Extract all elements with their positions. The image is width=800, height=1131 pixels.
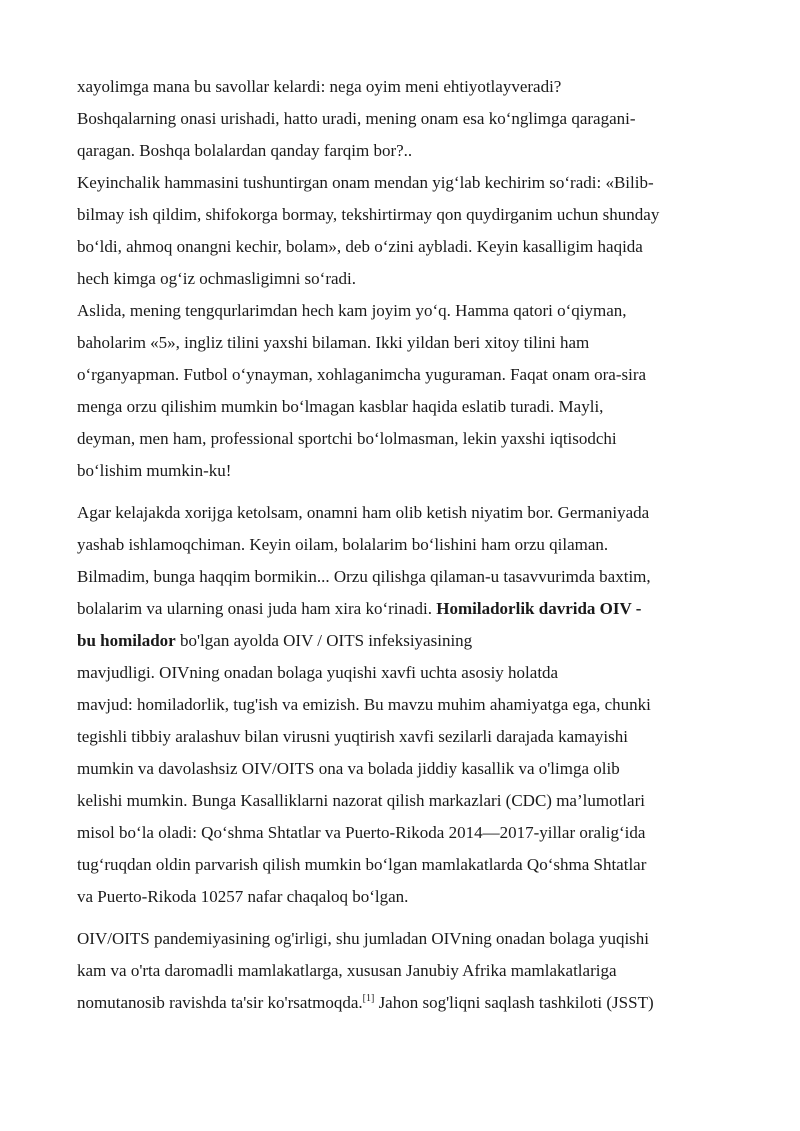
text-line: tug‘ruqdan oldin parvarish qilish mumkin bo‘lgan mamlakatlarda Qo‘shma Shtatlar [77,855,647,874]
text-run: bolalarim va ularning onasi juda ham xira ko‘rinadi. [77,599,437,618]
text-line: bo‘lishim mumkin-ku! [77,461,232,480]
text-line: xayolimga mana bu savollar kelardi: nega oyim meni ehtiyotlayveradi? [77,77,562,96]
text-line: Aslida, mening tengqurlarimdan hech kam joyim yo‘q. Hamma qatori o‘qiyman, [77,301,627,320]
text-line: o‘rganyapman. Futbol o‘ynayman, xohlaganimcha yuguraman. Faqat onam ora-sira [77,365,647,384]
text-line: Boshqalarning onasi urishadi, hatto uradi, mening onam esa ko‘nglimga qaragani- [77,109,636,128]
text-line: menga orzu qilishim mumkin bo‘lmagan kasblar haqida eslatib turadi. Mayli, [77,397,604,416]
text-run: nomutanosib ravishda ta'sir ko'rsatmoqda. [77,993,363,1012]
paragraph-pandemic [77,923,727,1019]
text-line: Keyinchalik hammasini tushuntirgan onam mendan yig‘lab kechirim so‘radi: «Bilib- [77,173,654,192]
document-page [77,71,727,1019]
text-line: misol bo‘la oladi: Qo‘shma Shtatlar va Puerto-Rikoda 2014—2017-yillar oralig‘ida [77,823,646,842]
paragraph-gap [77,913,727,923]
text-run: Jahon sog'liqni saqlash tashkiloti (JSST) [374,993,654,1012]
text-line: baholarim «5», ingliz tilini yaxshi bilaman. Ikki yildan beri xitoy tilini ham [77,333,590,352]
text-line: bo‘ldi, ahmoq onangni kechir, bolam», deb o‘zini aybladi. Keyin kasalligim haqida [77,237,643,256]
paragraph-memoir-2 [77,497,727,913]
text-run: bo'lgan ayolda OIV / OITS infeksiyasining [175,631,473,650]
bold-term: Homiladorlik davrida OIV - [436,599,642,618]
text-line: mavjudligi. OIVning onadan bolaga yuqishi xavfi uchta asosiy holatda [77,663,559,682]
text-line: qaragan. Boshqa bolalardan qanday farqim bor?.. [77,141,413,160]
text-line: bilmay ish qildim, shifokorga bormay, tekshirtirmay qon quydirganim uchun shunday [77,205,660,224]
text-line [77,593,727,625]
text-line: kam va o'rta daromadli mamlakatlarga, xususan Janubiy Afrika mamlakatlariga [77,961,617,980]
text-line [77,625,727,657]
text-line: mumkin va davolashsiz OIV/OITS ona va bolada jiddiy kasallik va o'limga olib [77,759,620,778]
bold-term-continued: bu homilador [77,631,176,650]
paragraph-gap [77,487,727,497]
text-line: mavjud: homiladorlik, tug'ish va emizish. Bu mavzu muhim ahamiyatga ega, chunki [77,695,651,714]
paragraph-memoir-1 [77,71,727,487]
text-line [77,987,727,1019]
reference-link[interactable]: [1] [362,993,375,1004]
text-line: OIV/OITS pandemiyasining og'irligi, shu jumladan OIVning onadan bolaga yuqishi [77,929,650,948]
text-line: hech kimga og‘iz ochmasligimni so‘radi. [77,269,357,288]
text-line: yashab ishlamoqchiman. Keyin oilam, bolalarim bo‘lishini ham orzu qilaman. [77,535,609,554]
text-line: va Puerto-Rikoda 10257 nafar chaqaloq bo‘lgan. [77,887,409,906]
text-line: Bilmadim, bunga haqqim bormikin... Orzu qilishga qilaman-u tasavvurimda baxtim, [77,567,651,586]
text-line: Agar kelajakda xorijga ketolsam, onamni ham olib ketish niyatim bor. Germaniyada [77,503,650,522]
text-line: deyman, men ham, professional sportchi bo‘lolmasman, lekin yaxshi iqtisodchi [77,429,617,448]
text-line: kelishi mumkin. Bunga Kasalliklarni nazorat qilish markazlari (CDC) ma’lumotlari [77,791,645,810]
text-line: tegishli tibbiy aralashuv bilan virusni yuqtirish xavfi sezilarli darajada kamayishi [77,727,628,746]
